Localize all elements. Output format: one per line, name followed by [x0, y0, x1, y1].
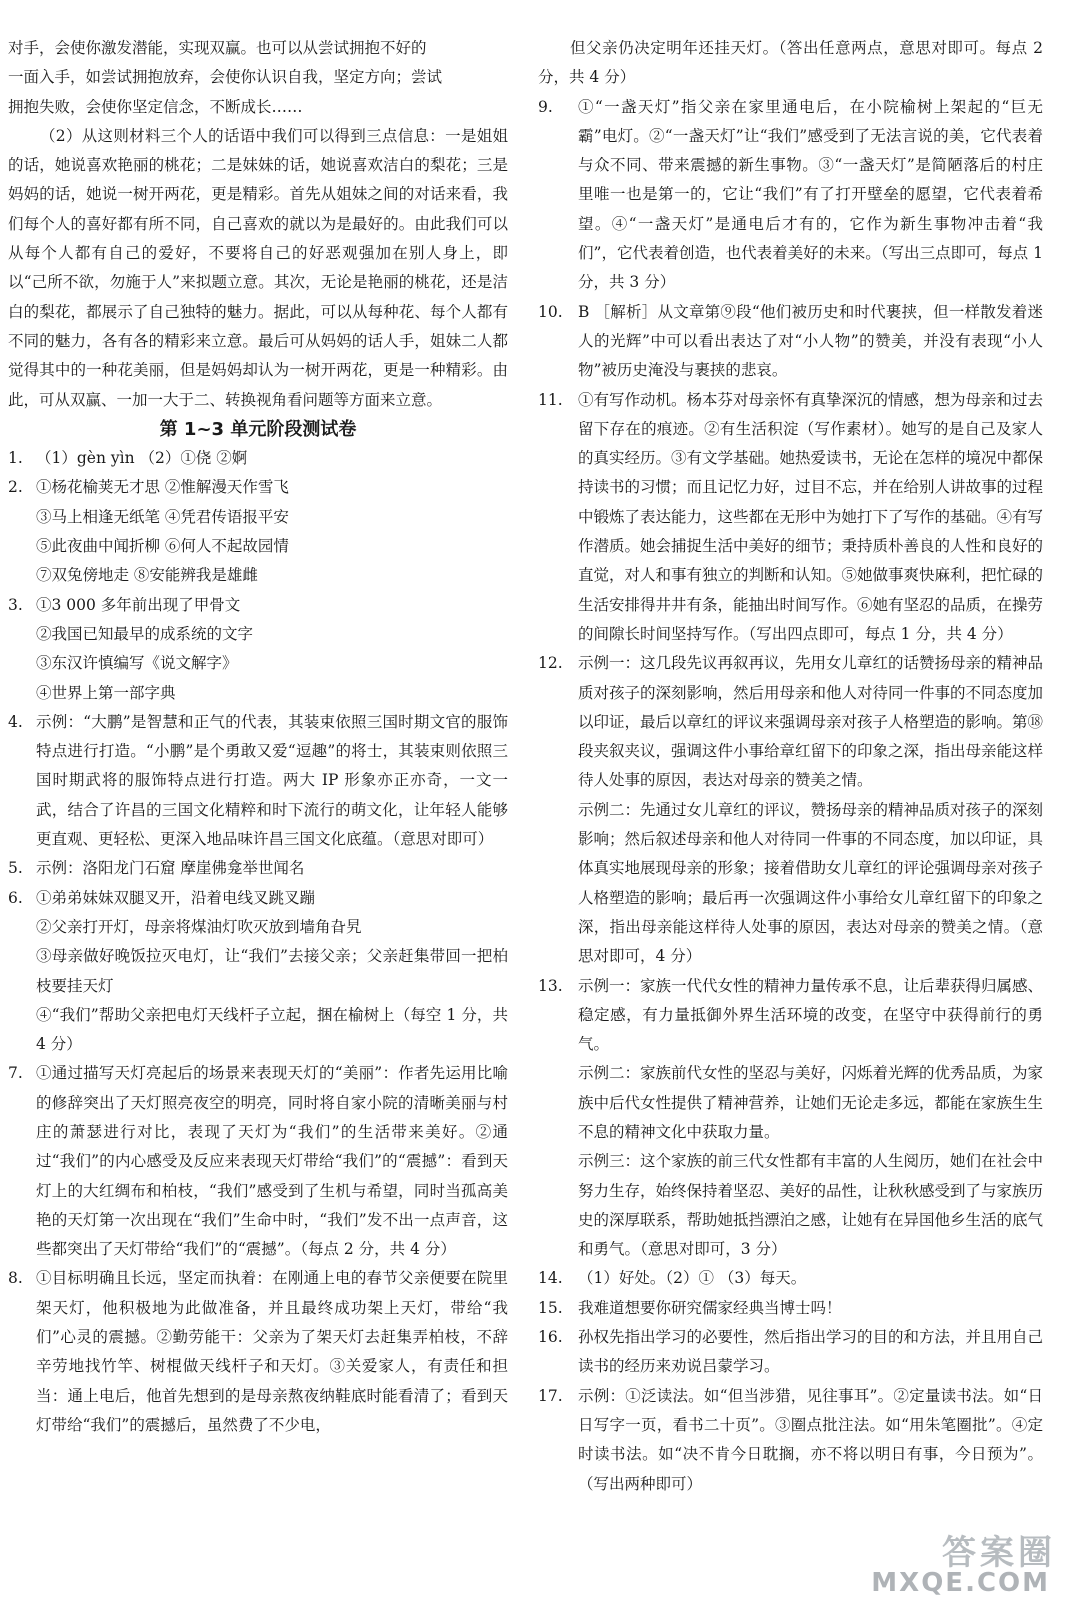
right-column — [538, 34, 1043, 1499]
answer-text: 孙权先指出学习的必要性，然后指出学习的目的和方法，并且用自己读书的经历来劝说吕蒙学习。 — [578, 1328, 1044, 1376]
answer-item — [8, 1264, 508, 1440]
answer-body — [578, 93, 1043, 298]
answer-body — [578, 649, 1043, 971]
answer-number: 6. — [8, 888, 23, 907]
answer-line: （1）gèn yìn （2）①侥 ②婀 — [36, 449, 248, 468]
answer-number: 17. — [538, 1386, 563, 1405]
answer-body — [36, 854, 508, 883]
answer-body — [578, 1264, 1043, 1293]
right-continuation — [538, 34, 1043, 93]
answer-line: ①3 000 多年前出现了甲骨文 — [36, 595, 241, 614]
answer-line: ③母亲做好晚饭拉灭电灯，让“我们”去接父亲；父亲赶集带回一把柏枝要挂天灯 — [36, 947, 508, 995]
answer-number: 2. — [8, 478, 23, 497]
answer-line: ④世界上第一部字典 — [36, 683, 176, 702]
answer-text: 示例：①泛读法。如“但当涉猎，见往事耳”。②定量读书法。如“日日写字一页，看书二十页”。③圈点批注法。如“用朱笔圈批”。④定时读书法。如“决不肯今日耽搁，亦不将以明日有事，今日预为”。（写出两种即可） — [578, 1386, 1043, 1493]
answer-number: 7. — [8, 1064, 23, 1083]
answer-item — [538, 972, 1043, 1265]
intro-line: 对手，会使你激发潜能，实现双赢。也可以从尝试拥抱不好的 — [8, 39, 427, 57]
left-intro — [8, 34, 508, 122]
answer-item — [538, 1382, 1043, 1499]
answer-body — [578, 1294, 1043, 1323]
answer-number: 15. — [538, 1298, 563, 1317]
answer-line: ①杨花榆荚无才思 ②惟解漫天作雪飞 — [36, 478, 289, 497]
answer-line: 示例：“大鹏”是智慧和正气的代表，其装束依照三国时期文官的服饰特点进行打造。“小鹏”是个勇敢又爱“逗趣”的将士，其装束则依照三国时期武将的服饰特点进行打造。两大 IP 形象亦正亦奇，一文一武，结合了许昌的三国文化精粹和时下流行的萌文化，让年轻人能够更直观、更轻松、更深入地品味许昌三国文化底蕴。（意思对即可） — [36, 712, 508, 849]
answer-example: 示例二：家族前代女性的坚忍与美好，闪烁着光辉的优秀品质，为家族中后代女性提供了精神营养，让她们无论走多远，都能在家族生生不息的精神文化中获取力量。 — [578, 1064, 1044, 1141]
intro-line: 一面入手，如尝试拥抱放弃，会使你认识自我，坚定方向；尝试 — [8, 68, 443, 87]
answer-line: ②父亲打开灯，母亲将煤油灯吹灭放到墙角旮旯 — [36, 917, 362, 936]
answer-body — [578, 386, 1043, 650]
answer-text: B ［解析］从文章第⑨段“他们被历史和时代裹挟，但一样散发着迷人的光辉”中可以看出表达了对“小人物”的赞美，并没有表现“小人物”被历史淹没与裹挟的悲哀。 — [578, 302, 1043, 380]
answer-number: 10. — [538, 302, 563, 321]
answer-number: 9. — [538, 97, 553, 116]
answer-number: 12. — [538, 654, 563, 673]
answer-text: ①“一盏天灯”指父亲在家里通电后，在小院榆树上架起的“巨无霸”电灯。②“一盏天灯”让“我们”感受到了无法言说的美，它代表着与众不同、带来震撼的新生事物。③“一盏天灯”是简陋落后的村庄里唯一也是第一的，它让“我们”有了打开壁垒的愿望，它代表着希望。④“一盏天灯”是通电后才有的，它作为新生事物冲击着“我们”，它代表着创造，也代表着美好的未来。（写出三点即可，每点 1 分，共 3 分） — [578, 97, 1043, 292]
answer-body — [578, 1382, 1043, 1499]
answer-item — [538, 386, 1043, 650]
answer-example: 示例三：这个家族的前三代女性都有丰富的人生阅历，她们在社会中努力生存，始终保持着坚忍、美好的品性，让秋秋感受到了与家族历史的深厚联系，帮助她抵挡漂泊之感，让她有在异国他乡生活的底气和勇气。（意思对即可，3 分） — [578, 1152, 1044, 1259]
essay-note-2: （2）从这则材料三个人的话语中我们可以得到三点信息：一是姐姐的话，她说喜欢艳丽的桃花；二是妹妹的话，她说喜欢洁白的梨花；三是妈妈的话，她说一树开两花，更是精彩。首先从姐妹之间的对话来看，我们每个人的喜好都有所不同，自己喜欢的就以为是最好的。由此我们可以从每个人都有自己的爱好，不要将自己的好恶观强加在别人身上，即以“己所不欲，勿施于人”来拟题立意。其次，无论是艳丽的桃花，还是洁白的梨花，都展示了自己独特的魅力。据此，可以从每种花、每个人都有不同的魅力，各有各的精彩来立意。最后可从妈妈的话人手，姐妹二人都觉得其中的一种花美丽，但是妈妈却认为一树开两花，更是一种精彩。由此，可从双赢、一加一大于二、转换视角看问题等方面来立意。 — [8, 126, 508, 409]
answer-item — [538, 1294, 1043, 1323]
answer-line: ①弟弟妹妹双腿叉开，沿着电线叉跳叉蹦 — [36, 888, 316, 907]
answer-body — [36, 708, 508, 854]
answer-body — [578, 1323, 1043, 1382]
answer-item — [538, 649, 1043, 971]
right-answer-list — [538, 93, 1043, 1499]
answer-body — [36, 473, 508, 590]
answer-body — [36, 1264, 508, 1440]
answer-text: 示例一：家族一代代女性的精神力量传承不息，让后辈获得归属感、稳定感，有力量抵御外界生活环境的改变，在坚守中获得前行的勇气。 — [578, 976, 1044, 1054]
answer-text: （1）好处。（2）① （3）每天。 — [578, 1269, 807, 1288]
left-answer-list — [8, 444, 508, 1440]
answer-line: 示例：洛阳龙门石窟 摩崖佛龛举世闻名 — [36, 859, 305, 878]
answer-number: 4. — [8, 712, 23, 731]
answer-body — [36, 884, 508, 1060]
answer-line: ④“我们”帮助父亲把电灯天线杆子立起，捆在榆树上（每空 1 分，共 4 分） — [36, 1005, 508, 1054]
answer-item — [538, 93, 1043, 298]
answer-number: 5. — [8, 859, 23, 878]
answer-item — [8, 444, 508, 473]
left-column — [8, 34, 508, 1440]
answer-item — [8, 1059, 508, 1264]
answer-line: ⑤此夜曲中闻折柳 ⑥何人不起故园情 — [36, 537, 289, 556]
answer-body — [578, 298, 1043, 386]
section-title: 第 1~3 单元阶段测试卷 — [159, 418, 357, 440]
answer-text: 我难道想要你研究儒家经典当博士吗！ — [578, 1298, 842, 1317]
answer-item — [8, 708, 508, 854]
answer-item — [538, 1323, 1043, 1382]
answer-item — [8, 854, 508, 883]
answer-item — [538, 298, 1043, 386]
answer-line: ②我国已知最早的成系统的文字 — [36, 624, 254, 643]
answer-line: ⑦双兔傍地走 ⑧安能辨我是雄雌 — [36, 566, 258, 585]
answer-body — [36, 444, 508, 473]
answer-number: 3. — [8, 595, 23, 614]
answer-body — [36, 1059, 508, 1264]
answer-item — [8, 473, 508, 590]
answer-example: 示例二：先通过女儿章红的评议，赞扬母亲的精神品质对孩子的深刻影响；然后叙述母亲和他人对待同一件事的不同态度，加以印证，具体真实地展现母亲的形象；接着借助女儿章红的评论强调母亲对孩子人格塑造的影响；最后再一次强调这件小事给女儿章红留下的印象之深，指出母亲能这样待人处事的原因，表达对母亲的赞美之情。（意思对即可，4 分） — [578, 800, 1044, 966]
answer-line: ①目标明确且长远，坚定而执着：在刚通上电的春节父亲便要在院里架天灯，他积极地为此做准备，并且最终成功架上天灯，带给“我们”心灵的震撼。②勤劳能干：父亲为了架天灯去赶集弄柏枝，不辞辛劳地找竹竿、树棍做天线杆子和天灯。③关爱家人，有责任和担当：通上电后，他首先想到的是母亲熬夜纳鞋底时能看清了；看到天灯带给“我们”的震撼后，虽然费了不少电， — [36, 1269, 508, 1434]
intro-line: 拥抱失败，会使你坚定信念，不断成长…… — [8, 97, 303, 116]
answer-body — [578, 972, 1043, 1265]
watermark-en: MXQE.COM — [871, 1568, 1050, 1598]
watermark-cn: 答案圈 — [942, 1533, 1056, 1573]
answer-number: 8. — [8, 1269, 23, 1288]
answer-item — [8, 884, 508, 1060]
answer-item — [538, 1264, 1043, 1293]
answer-body — [36, 591, 508, 708]
answer-line: ③马上相逢无纸笔 ④凭君传语报平安 — [36, 507, 289, 526]
answer-line: ③东汉许慎编写《说文解字》 — [36, 654, 238, 673]
answer-number: 11. — [538, 390, 563, 409]
answer-number: 14. — [538, 1269, 563, 1288]
answer-number: 1. — [8, 449, 23, 468]
answer-text: ①有写作动机。杨本芬对母亲怀有真挚深沉的情感，想为母亲和过去留下存在的痕迹。②有生活积淀（写作素材）。她写的是自己及家人的真实经历。③有文学基础。她热爱读书，无论在怎样的境况中都保持读书的习惯；而且记忆力好，过目不忘，并在给别人讲故事的过程中锻炼了表达能力，这些都在无形中为她打下了写作的基础。④有写作潜质。她会捕捉生活中美好的细节；秉持质朴善良的人性和良好的直觉，对人和事有独立的判断和认知。⑤她做事爽快麻利，把忙碌的生活安排得井井有条，能抽出时间写作。⑥她有坚忍的品质，在操劳的间隙长时间坚持写作。（写出四点即可，每点 1 分，共 4 分） — [578, 390, 1044, 643]
answer-item — [8, 591, 508, 708]
answer-number: 13. — [538, 976, 563, 995]
answer-text: 示例一：这几段先议再叙再议，先用女儿章红的话赞扬母亲的精神品质对孩子的深刻影响，然后用母亲和他人对待同一件事的不同态度加以印证，最后以章红的评议来强调母亲对孩子人格塑造的影响。第⑱段夹叙夹议，强调这件小事给章红留下的印象之深，指出母亲能这样待人处事的原因，表达对母亲的赞美之情。 — [578, 654, 1044, 790]
answer-line: ①通过描写天灯亮起后的场景来表现天灯的“美丽”：作者先运用比喻的修辞突出了天灯照亮夜空的明亮，同时将自家小院的清晰美丽与村庄的萧瑟进行对比，表现了天灯为“我们”的生活带来美好。②通过“我们”的内心感受及反应来表现天灯带给“我们”的“震撼”：看到天灯上的大红绸布和柏枝，“我们”感受到了生机与希望，同时当孤高美艳的天灯第一次出现在“我们”生命中时，“我们”发不出一点声音，这些都突出了天灯带给“我们”的“震撼”。（每点 2 分，共 4 分） — [36, 1064, 508, 1259]
continuation-line: 但父亲仍决定明年还挂天灯。（答出任意两点，意思对即可。每点 2 分，共 4 分） — [538, 39, 1043, 87]
answer-number: 16. — [538, 1328, 563, 1347]
